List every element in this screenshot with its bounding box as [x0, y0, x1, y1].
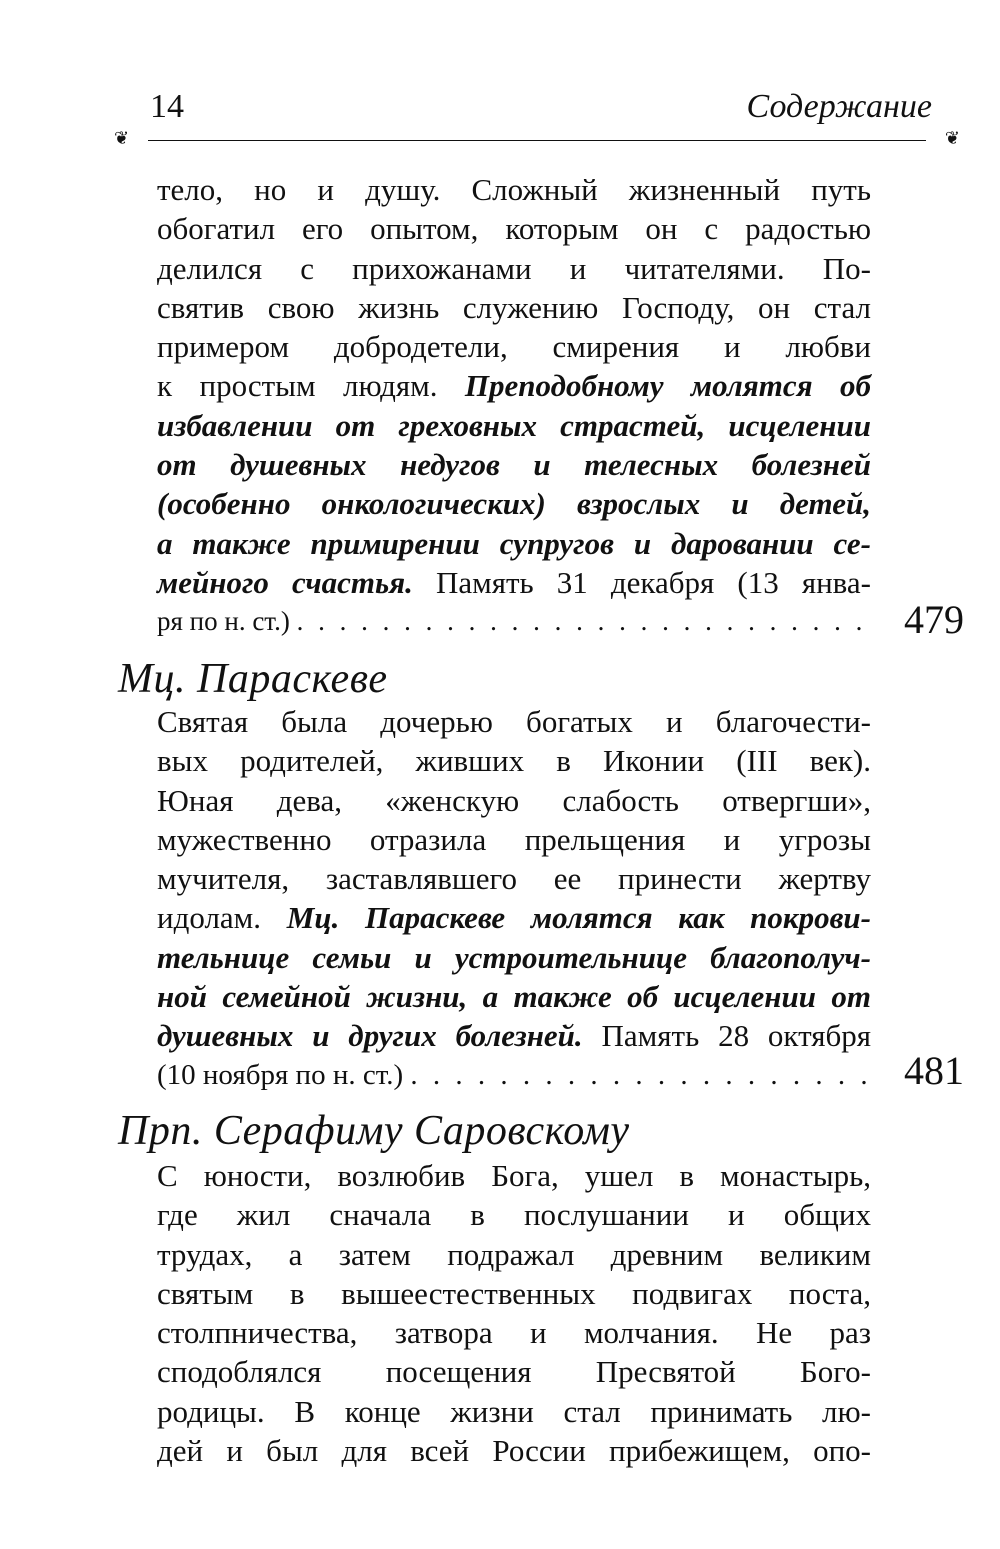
running-header	[150, 88, 932, 132]
memory-date-text: Память 31 декабря (13 янва-	[412, 564, 871, 600]
text-line: Юная дева, «женскую слабость отвергши»,	[157, 782, 871, 818]
memory-date-text: ря по н. ст.)	[157, 606, 290, 637]
text-line: делился с прихожанами и читателями. По-	[157, 250, 871, 286]
text-line	[157, 1056, 871, 1095]
text-line	[157, 1016, 871, 1055]
text-line	[157, 366, 871, 405]
page-reference: 481	[904, 1048, 964, 1093]
text-line: обогатил его опытом, которым он с радостью	[157, 211, 871, 247]
text-line: где жил сначала в послушании и общих	[157, 1197, 871, 1233]
running-title: Содержание	[746, 88, 932, 125]
entry-heading: Мц. Параскеве	[118, 656, 388, 702]
text-line: мучителя, заставлявшего ее принести жертву	[157, 861, 871, 897]
prayer-intent-text: душевных и других болезней.	[157, 1018, 583, 1054]
rule-line	[148, 140, 926, 141]
page-reference: 479	[904, 597, 964, 642]
prayer-intent-text: мейного счастья.	[157, 564, 413, 600]
entry-text	[157, 702, 871, 1095]
text-line	[157, 898, 871, 937]
entry-heading: Прп. Серафиму Саровскому	[118, 1108, 630, 1154]
text-fragment: к простым людям.	[157, 368, 465, 404]
header-rule	[114, 128, 960, 148]
prayer-intent-line: ной семейной жизни, а также об исцелении от	[157, 979, 871, 1015]
text-line: тело, но и душу. Сложный жизненный путь	[157, 172, 871, 207]
text-line: трудах, а затем подражал древним великим	[157, 1236, 871, 1272]
prayer-intent-line: избавлении от греховных страстей, исцелении	[157, 407, 871, 443]
memory-date-text: (10 ноября по н. ст.)	[157, 1058, 404, 1091]
entry-continuation-text	[157, 170, 871, 642]
memory-date-text: Память 28 октября	[582, 1018, 871, 1054]
text-line: С юности, возлюбив Бога, ушел в монастырь,	[157, 1158, 871, 1193]
text-line: Святая была дочерью богатых и благочести-	[157, 704, 871, 739]
prayer-intent-line: от душевных недугов и телесных болезней	[157, 447, 871, 483]
text-line: примером добродетели, смирения и любви	[157, 329, 871, 365]
text-line: сподоблялся посещения Пресвятой Бого-	[157, 1354, 871, 1390]
prayer-intent-text: Мц. Параскеве молятся как покрови-	[286, 900, 871, 936]
text-fragment: идолам.	[157, 900, 287, 936]
ornament-left-icon: ❦	[114, 128, 130, 148]
prayer-intent-line: (особенно онкологических) взрослых и детей,	[157, 486, 871, 522]
text-line: дей и был для всей России прибежищем, опо-	[157, 1433, 871, 1469]
text-line	[157, 602, 871, 641]
text-line: столпничества, затвора и молчания. Не раз	[157, 1315, 871, 1351]
text-line: мужественно отразила прельщения и угрозы	[157, 821, 871, 857]
text-line	[157, 563, 871, 602]
ornament-right-icon: ❦	[944, 128, 960, 148]
prayer-intent-text: Преподобному молятся об	[464, 368, 871, 404]
page-number: 14	[150, 88, 184, 125]
entry-text	[157, 1156, 871, 1470]
prayer-intent-line: а также примирении супругов и даровании се-	[157, 525, 871, 561]
dot-leader: . . . . . . . . . . . . . . . . . . . . . . . . . . .	[296, 606, 867, 637]
dot-leader: . . . . . . . . . . . . . . . . . . . . .	[410, 1058, 872, 1091]
text-line: святым в вышеестественных подвигах поста,	[157, 1275, 871, 1311]
prayer-intent-line: тельнице семьи и устроительнице благополуч-	[157, 939, 871, 975]
text-line: вых родителей, живших в Иконии (III век).	[157, 743, 871, 779]
text-line: святив свою жизнь служению Господу, он стал	[157, 289, 871, 325]
text-line: родицы. В конце жизни стал принимать лю-	[157, 1393, 871, 1429]
